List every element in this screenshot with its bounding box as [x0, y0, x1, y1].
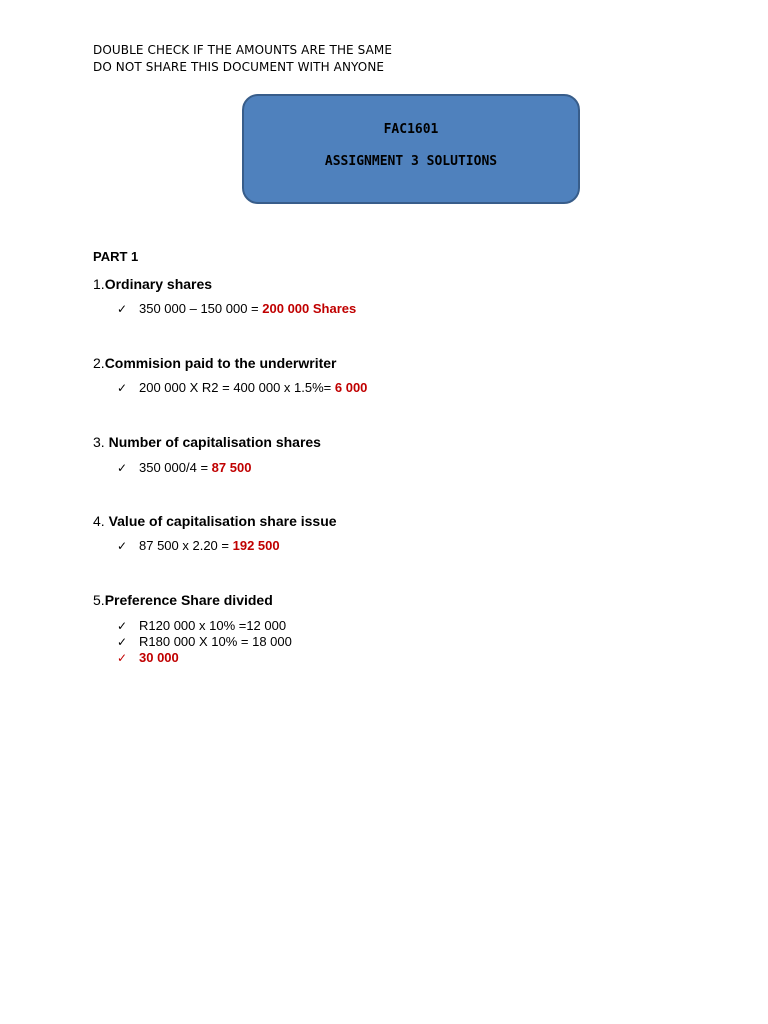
answer-3-1 — [117, 460, 251, 476]
check-icon: ✓ — [117, 381, 128, 395]
title-box — [242, 94, 580, 204]
question-number: 2. — [93, 355, 105, 371]
question-label: Ordinary shares — [104, 276, 213, 292]
answer-2-1 — [117, 380, 367, 396]
answer-5-2 — [117, 634, 292, 650]
answer-text: 350 000 – 150 000 = — [139, 301, 263, 316]
answer-1-1 — [117, 301, 356, 317]
answer-text: 87 500 x 2.20 = — [139, 538, 233, 553]
answer-5-3 — [117, 650, 179, 666]
question-number: 3. — [93, 434, 109, 450]
check-icon: ✓ — [117, 539, 128, 553]
answer-text: 350 000/4 = — [139, 460, 212, 475]
answer-5-1 — [117, 618, 286, 634]
notice-do-not-share: DO NOT SHARE THIS DOCUMENT WITH ANYONE — [93, 60, 385, 74]
question-1 — [93, 275, 212, 293]
check-icon: ✓ — [117, 302, 128, 316]
question-5 — [93, 591, 273, 609]
question-label: Number of capitalisation shares — [108, 434, 321, 450]
check-icon: ✓ — [117, 635, 128, 649]
question-4 — [93, 512, 337, 530]
question-3 — [93, 433, 321, 451]
question-label: Commision paid to the underwriter — [104, 355, 337, 371]
answer-highlight: 200 000 Shares — [262, 301, 357, 316]
check-icon: ✓ — [117, 461, 128, 475]
question-number: 4. — [93, 513, 109, 529]
answer-text: R180 000 X 10% = 18 000 — [139, 634, 292, 649]
answer-highlight: 30 000 — [139, 650, 179, 665]
assignment-title: ASSIGNMENT 3 SOLUTIONS — [324, 154, 498, 169]
question-label: Value of capitalisation share issue — [108, 513, 337, 529]
answer-4-1 — [117, 538, 280, 554]
course-code: FAC1601 — [383, 122, 439, 137]
part-heading: PART 1 — [93, 249, 139, 264]
question-number: 1. — [93, 276, 105, 292]
check-icon: ✓ — [117, 619, 128, 633]
answer-highlight: 6 000 — [334, 380, 368, 395]
check-icon: ✓ — [117, 651, 128, 665]
answer-highlight: 192 500 — [232, 538, 280, 553]
question-label: Preference Share divided — [104, 592, 273, 608]
notice-double-check: DOUBLE CHECK IF THE AMOUNTS ARE THE SAME — [93, 43, 393, 57]
answer-text: R120 000 x 10% =12 000 — [139, 618, 287, 633]
question-2 — [93, 354, 336, 372]
question-number: 5. — [93, 592, 105, 608]
answer-text: 200 000 X R2 = 400 000 x 1.5%= — [139, 380, 335, 395]
answer-highlight: 87 500 — [211, 460, 252, 475]
